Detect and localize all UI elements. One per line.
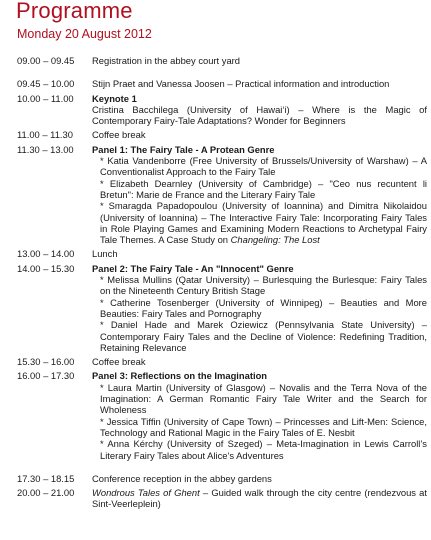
- time-slot: 11.30 – 13.00: [17, 143, 74, 155]
- schedule-row: [17, 356, 427, 367]
- session-heading: Panel 3: Reflections on the Imagination: [92, 370, 268, 382]
- entry-text: Cristina Bacchilega (University of Hawai‘i) – Where is the Magic of Contemporary Fairy-Tale Adaptations? Wonder for Beginners: [92, 103, 427, 127]
- entry-body: [92, 370, 427, 460]
- entry-text: Registration in the abbey court yard: [92, 55, 240, 66]
- schedule-row: [17, 144, 427, 246]
- entry-text: Stijn Praet and Vanessa Joosen – Practical information and introduction: [92, 78, 390, 90]
- paper-item: * Anna Kérchy (University of Szeged) – Meta-Imagination in Lewis Carroll’s Literary Fairy Tales about Alice’s Adventures: [100, 438, 427, 461]
- entry-body: [92, 93, 427, 127]
- schedule-row: [17, 78, 427, 89]
- entry-body: [92, 487, 427, 510]
- schedule-row: [17, 263, 427, 353]
- time-slot: 16.00 – 17.30: [17, 370, 75, 382]
- entry-text: Conference reception in the abbey gardens: [92, 472, 272, 484]
- entry-text: Coffee break: [92, 129, 146, 141]
- schedule-row: [17, 370, 427, 460]
- entry-text: – Guided walk through the city centre (rendezvous at Sint-Veerleplein): [92, 487, 428, 510]
- time-slot: 10.00 – 11.00: [17, 92, 74, 104]
- paper-item: [92, 200, 427, 245]
- schedule-row: [17, 93, 427, 127]
- event-title: Wondrous Tales of Ghent: [92, 487, 200, 499]
- time-slot: 09.00 – 09.45: [17, 55, 75, 66]
- paper-item: * Katia Vandenborre (Free University of Brussels/University of Warshaw) – A Conventionalist Approach to the Fairy Tale: [100, 155, 427, 178]
- time-slot: 11.00 – 11.30: [17, 129, 73, 141]
- game-title: Changeling: The Lost: [230, 234, 320, 246]
- time-slot: 17.30 – 18.15: [17, 472, 75, 484]
- session-heading: Panel 1: The Fairy Tale - A Protean Genre: [92, 143, 275, 155]
- session-heading: Panel 2: The Fairy Tale - An "Innocent" Genre: [92, 262, 294, 274]
- session-heading: Keynote 1: [92, 92, 137, 104]
- paper-item: * Jessica Tiffin (University of Cape Town) – Princesses and Lift-Men: Science, Technology and Rational Magic in the Fairy Tales of E. Nesbit: [100, 415, 427, 438]
- schedule-row: [17, 473, 427, 484]
- paper-item-text: * Smaragda Papadopoulou (University of Ioannina) and Dimitra Nikolaidou (University of Ioannina) – The Interactive Fairy Tale: Incorporating Fairy Tales in Role Playing Games and Examining Modern Reactions to Archetypal Fairy Tale Themes. A Case Study on Changeling: The Lost: [100, 200, 427, 246]
- paper-item: * Laura Martin (University of Glasgow) – Novalis and the Terra Nova of the Imagination: A German Romantic Fairy Tale Writer and the Search for Wholeness: [100, 381, 427, 416]
- entry-body: [92, 144, 427, 246]
- schedule-row: [17, 248, 427, 259]
- entry-body: [92, 263, 427, 353]
- page-date: Monday 20 August 2012: [17, 27, 152, 41]
- paper-item: * Melissa Mullins (Qatar University) – Burlesquing the Burlesque: Fairy Tales on the Nineteenth Century British Stage: [100, 274, 427, 297]
- schedule-row: [17, 129, 427, 140]
- paper-item: * Elizabeth Dearnley (University of Cambridge) – "Ceo nus recuntent li Bretun": Marie de France and the Literary Fairy Tale: [100, 177, 427, 200]
- paper-item: * Catherine Tosenberger (University of Winnipeg) – Beauties and More Beauties: Fairy Tales and Pornography: [100, 296, 427, 319]
- page-title: Programme: [16, 0, 133, 23]
- paper-item: * Daniel Hade and Marek Oziewicz (Pennsylvania State University) – Contemporary Fairy Tales and the Decline of Violence: Redefining Tradition, Retaining Relevance: [100, 319, 427, 353]
- entry-text: Coffee break: [92, 356, 146, 368]
- schedule: [17, 55, 427, 513]
- time-slot: 14.00 – 15.30: [17, 262, 75, 274]
- entry-text: Lunch: [92, 248, 118, 260]
- time-slot: 13.00 – 14.00: [17, 248, 75, 260]
- schedule-row: [17, 487, 427, 510]
- time-slot: 15.30 – 16.00: [17, 356, 75, 368]
- schedule-row: [17, 55, 427, 66]
- time-slot: 09.45 – 10.00: [17, 78, 75, 90]
- time-slot: 20.00 – 21.00: [17, 487, 75, 499]
